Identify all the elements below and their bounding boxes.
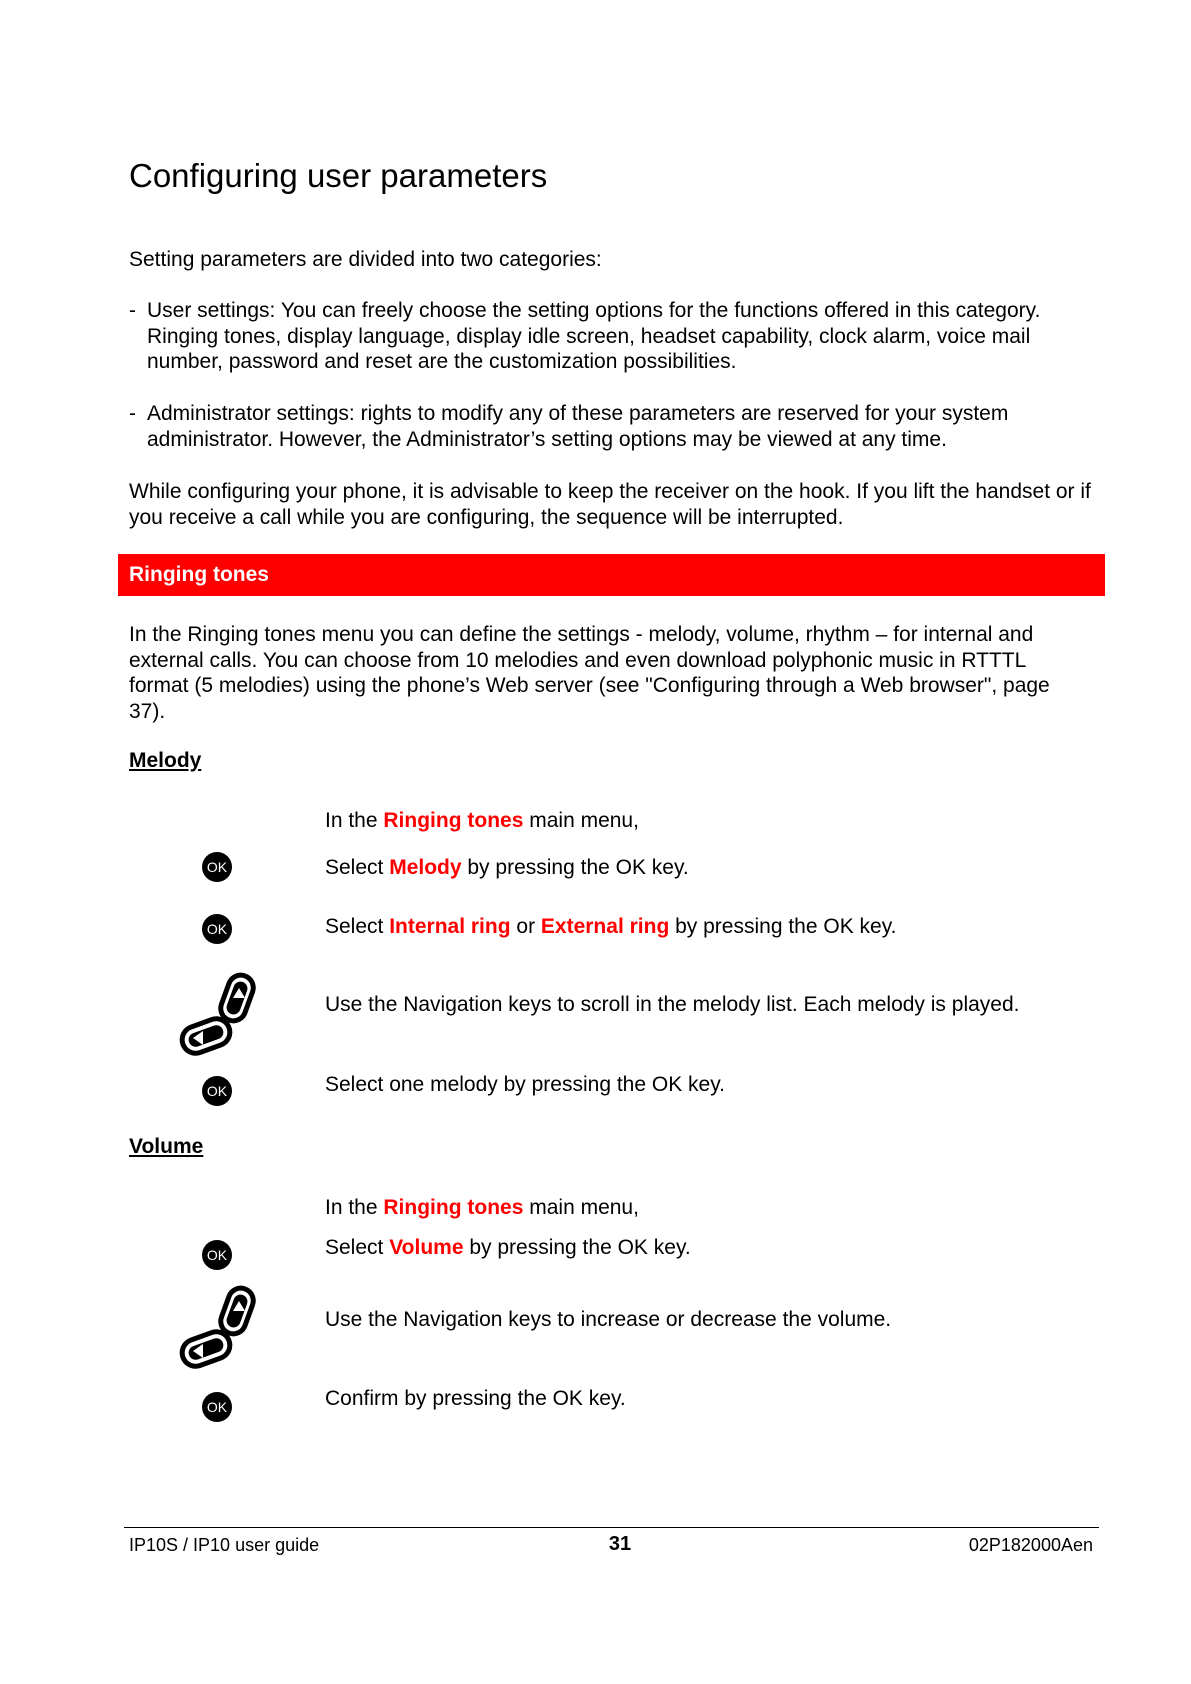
step-text: by pressing the OK key. [463,1236,691,1259]
footer-guide-title: IP10S / IP10 user guide [129,1535,320,1555]
step-text: by pressing the OK key. [669,915,897,938]
melody-step-select-melody [325,856,689,880]
step-text: main menu, [523,809,639,832]
ok-key-icon: OK [202,1392,232,1422]
ok-key-icon: OK [202,1076,232,1106]
ringing-tones-intro: In the Ringing tones menu you can define the settings - melody, volume, rhythm – for internal and external calls. You can choose from 10 melodies and even download polyphonic music in RTTTL format (5 melodies) using the phone’s Web server (see "Configuring through a Web browser", page 37). [129,623,1050,723]
step-highlight: Melody [389,856,462,879]
melody-heading: Melody [129,749,202,772]
step-text: main menu, [523,1196,639,1219]
step-highlight: Internal ring [389,915,511,938]
bullet-admin-settings [129,401,1107,452]
intro-text: Setting parameters are divided into two categories: [129,248,602,271]
navigation-keys-icon [175,968,265,1060]
step-text: Select [325,915,390,938]
step-text: In the [325,1196,384,1219]
step-highlight: External ring [540,915,670,938]
page-title: Configuring user parameters [129,157,548,194]
volume-heading: Volume [129,1135,204,1158]
configuring-note: While configuring your phone, it is advisable to keep the receiver on the hook. If you lift the handset or if you receive a call while you are configuring, the sequence will be interrupted. [129,480,1091,529]
step-highlight: Volume [389,1236,464,1259]
step-text: Select [325,856,390,879]
step-text: In the [325,809,384,832]
bullet-text: Administrator settings: rights to modify any of these parameters are reserved for your system administrator. However, the Administrator’s setting options may be viewed at any time. [147,402,1009,451]
volume-step-main-menu [325,1196,639,1220]
melody-step-confirm: Select one melody by pressing the OK key. [325,1073,725,1096]
step-highlight: Ringing tones [383,809,524,832]
footer-doc-ref: 02P182000Aen [968,1535,1093,1555]
ok-key-icon: OK [202,1240,232,1270]
step-text: by pressing the OK key. [461,856,689,879]
step-highlight: Ringing tones [383,1196,524,1219]
bullet-dash: - [129,299,136,322]
volume-step-select-volume [325,1236,691,1260]
volume-step-navigate: Use the Navigation keys to increase or decrease the volume. [325,1308,892,1331]
bullet-text: User settings: You can freely choose the setting options for the functions offered in this category. Ringing tones, display language, display idle screen, headset capability, clock alarm, voice mail number, password and reset are the customization possibilities. [147,299,1041,373]
step-text: or [510,915,541,938]
melody-step-select-ring [325,915,897,939]
ok-key-icon: OK [202,852,232,882]
volume-step-confirm: Confirm by pressing the OK key. [325,1387,626,1410]
bullet-dash: - [129,402,136,425]
bullet-user-settings [129,298,1107,375]
navigation-keys-icon [175,1281,265,1373]
section-bar-ringing-tones: Ringing tones [118,554,1105,596]
footer-page-number: 31 [608,1533,632,1555]
step-text: Select [325,1236,390,1259]
footer-divider [124,1527,1099,1528]
ok-key-icon: OK [202,914,232,944]
melody-step-navigate: Use the Navigation keys to scroll in the melody list. Each melody is played. [325,993,1020,1016]
melody-step-main-menu [325,809,639,833]
